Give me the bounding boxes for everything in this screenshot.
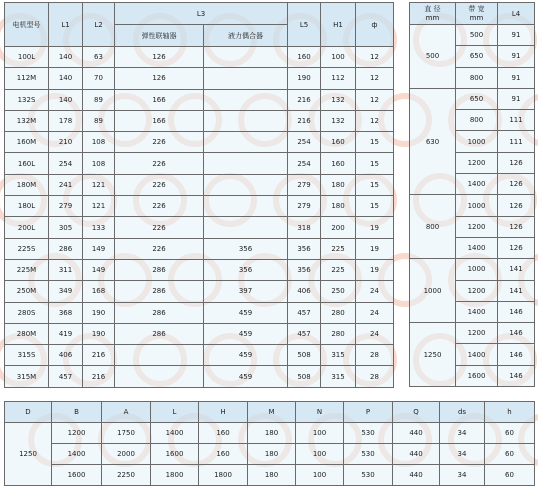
cell-phi: 15: [356, 174, 394, 195]
cell-h1: 180: [321, 196, 356, 217]
header-l5: L5: [288, 3, 321, 47]
cell-l1: 210: [49, 132, 83, 153]
cell-l3-fluid: 356: [204, 238, 288, 259]
cell-l3-elastic: 226: [115, 174, 204, 195]
table-row: [5, 465, 535, 486]
cell-phi: 24: [356, 323, 394, 344]
table-row: [5, 444, 535, 465]
cell-l5: 406: [288, 281, 321, 302]
cell-l4: 141: [498, 259, 535, 280]
cell-l3-elastic: 226: [115, 132, 204, 153]
cell-l3-fluid: 397: [204, 281, 288, 302]
cell-phi: 12: [356, 110, 394, 131]
cell-belt-width: 800: [456, 110, 498, 131]
cell-l3-fluid: [204, 132, 288, 153]
table-row: [5, 196, 394, 217]
cell-l2: 149: [83, 238, 115, 259]
cell-a: 1750: [102, 423, 151, 444]
cell-h-value: 60: [485, 444, 535, 465]
cell-model: 200L: [5, 217, 49, 238]
cell-phi: 15: [356, 132, 394, 153]
cell-h1: 160: [321, 153, 356, 174]
cell-l3-elastic: 126: [115, 47, 204, 68]
header-l1: L1: [49, 3, 83, 47]
cell-diameter: 630: [410, 88, 456, 194]
cell-l1: 254: [49, 153, 83, 174]
cell-l4: 91: [498, 46, 535, 67]
header-belt-width-unit: mm: [469, 13, 484, 22]
cell-phi: 19: [356, 259, 394, 280]
cell-l3-fluid: 459: [204, 345, 288, 366]
cell-l4: 141: [498, 280, 535, 301]
cell-h1: 315: [321, 345, 356, 366]
cell-h1: 250: [321, 281, 356, 302]
table-row: [5, 366, 394, 387]
cell-l5: 508: [288, 366, 321, 387]
cell-l3-fluid: 459: [204, 302, 288, 323]
cell-h1: 132: [321, 89, 356, 110]
cell-l1: 140: [49, 89, 83, 110]
cell-l3-elastic: [115, 345, 204, 366]
cell-l1: 349: [49, 281, 83, 302]
cell-a: 2250: [102, 465, 151, 486]
cell-l5: 279: [288, 196, 321, 217]
cell-l5: 457: [288, 302, 321, 323]
cell-l5: 254: [288, 132, 321, 153]
cell-q: 440: [393, 465, 440, 486]
cell-l5: 356: [288, 238, 321, 259]
cell-l3-fluid: [204, 174, 288, 195]
cell-h: 160: [199, 423, 248, 444]
cell-l3-elastic: 226: [115, 196, 204, 217]
cell-belt-width: 1400: [456, 301, 498, 322]
cell-l3-elastic: 226: [115, 217, 204, 238]
cell-l3-fluid: [204, 68, 288, 89]
cell-b: 1400: [52, 444, 102, 465]
cell-h1: 280: [321, 302, 356, 323]
header-l3: L3: [115, 3, 288, 25]
table-row: [5, 217, 394, 238]
cell-l3-elastic: 226: [115, 238, 204, 259]
table-row: [5, 153, 394, 174]
cell-belt-width: 1400: [456, 344, 498, 365]
table-row: [5, 259, 394, 280]
header-l: L: [151, 402, 199, 423]
cell-l3-fluid: [204, 153, 288, 174]
header-belt-width-label: 带 宽: [468, 4, 485, 13]
table-row: [5, 68, 394, 89]
cell-l3-fluid: [204, 47, 288, 68]
cell-l2: 133: [83, 217, 115, 238]
cell-l4: 146: [498, 323, 535, 344]
cell-model: 132S: [5, 89, 49, 110]
header-belt-width: [456, 3, 498, 25]
cell-a: 2000: [102, 444, 151, 465]
header-h: H: [199, 402, 248, 423]
cell-m: 180: [248, 465, 296, 486]
cell-l3-fluid: 459: [204, 323, 288, 344]
cell-h1: 132: [321, 110, 356, 131]
cell-model: 315S: [5, 345, 49, 366]
cell-model: 225S: [5, 238, 49, 259]
cell-belt-width: 1600: [456, 365, 498, 386]
cell-l4: 126: [498, 216, 535, 237]
cell-diameter: 1000: [410, 259, 456, 323]
cell-l5: 457: [288, 323, 321, 344]
cell-phi: 28: [356, 345, 394, 366]
header-d: D: [5, 402, 52, 423]
cell-l1: 178: [49, 110, 83, 131]
cell-belt-width: 800: [456, 67, 498, 88]
cell-p: 530: [344, 465, 393, 486]
cell-belt-width: 500: [456, 25, 498, 46]
cell-l5: 160: [288, 47, 321, 68]
cell-l: 1400: [151, 423, 199, 444]
cell-l1: 457: [49, 366, 83, 387]
cell-phi: 12: [356, 68, 394, 89]
cell-l2: 216: [83, 345, 115, 366]
table-row: [410, 323, 535, 344]
cell-phi: 19: [356, 238, 394, 259]
cell-h1: 315: [321, 366, 356, 387]
cell-belt-width: 1000: [456, 195, 498, 216]
header-diameter: [410, 3, 456, 25]
table-row: [5, 238, 394, 259]
cell-l3-elastic: 126: [115, 68, 204, 89]
cell-b: 1600: [52, 465, 102, 486]
table-row: [5, 323, 394, 344]
cell-l3-fluid: 459: [204, 366, 288, 387]
cell-l3-elastic: 286: [115, 302, 204, 323]
cell-belt-width: 1200: [456, 152, 498, 173]
cell-belt-width: 650: [456, 88, 498, 109]
cell-model: 180M: [5, 174, 49, 195]
cell-belt-width: 1000: [456, 259, 498, 280]
cell-ds: 34: [440, 465, 485, 486]
table-row: [410, 88, 535, 109]
cell-n: 100: [296, 444, 344, 465]
cell-diameter: 800: [410, 195, 456, 259]
cell-l3-elastic: 166: [115, 110, 204, 131]
header-q: Q: [393, 402, 440, 423]
cell-l2: 70: [83, 68, 115, 89]
cell-q: 440: [393, 444, 440, 465]
cell-belt-width: 650: [456, 46, 498, 67]
cell-belt-width: 1400: [456, 174, 498, 195]
table-row: [5, 423, 535, 444]
frame-dimension-table: [4, 401, 535, 486]
cell-h1: 160: [321, 132, 356, 153]
table-row: [410, 195, 535, 216]
cell-h1: 225: [321, 238, 356, 259]
header-b: B: [52, 402, 102, 423]
cell-n: 100: [296, 465, 344, 486]
cell-l2: 108: [83, 153, 115, 174]
cell-belt-width: 1000: [456, 131, 498, 152]
cell-l3-fluid: [204, 110, 288, 131]
cell-l2: 216: [83, 366, 115, 387]
cell-l4: 111: [498, 110, 535, 131]
cell-l4: 91: [498, 88, 535, 109]
table-row: [5, 174, 394, 195]
cell-l3-fluid: [204, 89, 288, 110]
cell-phi: 28: [356, 366, 394, 387]
table-row: [5, 302, 394, 323]
cell-q: 440: [393, 423, 440, 444]
cell-l4: 91: [498, 25, 535, 46]
cell-l2: 190: [83, 302, 115, 323]
cell-l5: 216: [288, 110, 321, 131]
header-l3-fluid-coupling: 液力偶合器: [204, 25, 288, 47]
cell-l4: 111: [498, 131, 535, 152]
cell-h1: 200: [321, 217, 356, 238]
cell-ds: 34: [440, 423, 485, 444]
cell-l2: 108: [83, 132, 115, 153]
cell-l3-elastic: 166: [115, 89, 204, 110]
cell-model: 280M: [5, 323, 49, 344]
cell-l1: 368: [49, 302, 83, 323]
table-row: [5, 89, 394, 110]
cell-l3-elastic: 226: [115, 153, 204, 174]
cell-l1: 419: [49, 323, 83, 344]
header-n: N: [296, 402, 344, 423]
cell-l5: 216: [288, 89, 321, 110]
cell-l5: 318: [288, 217, 321, 238]
cell-p: 530: [344, 444, 393, 465]
cell-belt-width: 1200: [456, 280, 498, 301]
cell-l3-fluid: 356: [204, 259, 288, 280]
cell-l5: 356: [288, 259, 321, 280]
cell-model: 315M: [5, 366, 49, 387]
cell-l2: 63: [83, 47, 115, 68]
cell-l3-elastic: 286: [115, 281, 204, 302]
header-h: h: [485, 402, 535, 423]
cell-h-value: 60: [485, 423, 535, 444]
cell-h1: 280: [321, 323, 356, 344]
cell-l4: 91: [498, 67, 535, 88]
header-l4: L4: [498, 3, 535, 25]
cell-m: 180: [248, 444, 296, 465]
cell-phi: 12: [356, 47, 394, 68]
table-row: [5, 345, 394, 366]
cell-l2: 121: [83, 174, 115, 195]
cell-h: 1800: [199, 465, 248, 486]
cell-diameter: 500: [410, 25, 456, 89]
cell-model: 180L: [5, 196, 49, 217]
table-row: [410, 259, 535, 280]
cell-phi: 15: [356, 196, 394, 217]
cell-l5: 279: [288, 174, 321, 195]
motor-dimension-table: [4, 2, 394, 388]
cell-l5: 190: [288, 68, 321, 89]
cell-phi: 12: [356, 89, 394, 110]
cell-l3-elastic: [115, 366, 204, 387]
cell-ds: 34: [440, 444, 485, 465]
cell-l5: 254: [288, 153, 321, 174]
cell-h-value: 60: [485, 465, 535, 486]
cell-model: 250M: [5, 281, 49, 302]
cell-l4: 146: [498, 344, 535, 365]
cell-l1: 406: [49, 345, 83, 366]
cell-l2: 121: [83, 196, 115, 217]
cell-n: 100: [296, 423, 344, 444]
header-motor-model: 电机型号: [5, 3, 49, 47]
cell-l3-elastic: 286: [115, 323, 204, 344]
table-row: [5, 110, 394, 131]
cell-belt-width: 1200: [456, 323, 498, 344]
cell-l2: 190: [83, 323, 115, 344]
cell-h1: 100: [321, 47, 356, 68]
header-l3-elastic-coupling: 弹性联轴器: [115, 25, 204, 47]
cell-l4: 126: [498, 174, 535, 195]
table-row: [5, 132, 394, 153]
cell-l2: 149: [83, 259, 115, 280]
table-row: [410, 25, 535, 46]
cell-phi: 24: [356, 281, 394, 302]
cell-h1: 225: [321, 259, 356, 280]
cell-model: 280S: [5, 302, 49, 323]
cell-model: 100L: [5, 47, 49, 68]
header-l2: L2: [83, 3, 115, 47]
cell-l1: 279: [49, 196, 83, 217]
cell-l: 1600: [151, 444, 199, 465]
belt-width-table: [409, 2, 535, 387]
table-row: [5, 281, 394, 302]
header-diameter-unit: mm: [425, 13, 440, 22]
cell-l4: 126: [498, 152, 535, 173]
cell-l4: 126: [498, 195, 535, 216]
header-a: A: [102, 402, 151, 423]
cell-h: 160: [199, 444, 248, 465]
cell-l1: 241: [49, 174, 83, 195]
cell-p: 530: [344, 423, 393, 444]
cell-phi: 24: [356, 302, 394, 323]
cell-l2: 89: [83, 110, 115, 131]
cell-b: 1200: [52, 423, 102, 444]
cell-phi: 19: [356, 217, 394, 238]
cell-l3-fluid: [204, 196, 288, 217]
cell-l3-elastic: 286: [115, 259, 204, 280]
header-m: M: [248, 402, 296, 423]
cell-l4: 146: [498, 365, 535, 386]
cell-model: 132M: [5, 110, 49, 131]
cell-h1: 180: [321, 174, 356, 195]
cell-diameter: 1250: [410, 323, 456, 387]
cell-l2: 168: [83, 281, 115, 302]
cell-l4: 126: [498, 237, 535, 258]
cell-model: 160M: [5, 132, 49, 153]
cell-l5: 508: [288, 345, 321, 366]
cell-l1: 311: [49, 259, 83, 280]
header-h1: H1: [321, 3, 356, 47]
cell-model: 160L: [5, 153, 49, 174]
cell-model: 112M: [5, 68, 49, 89]
cell-l4: 146: [498, 301, 535, 322]
cell-belt-width: 1400: [456, 237, 498, 258]
header-p: P: [344, 402, 393, 423]
cell-belt-width: 1200: [456, 216, 498, 237]
header-phi: ф: [356, 3, 394, 47]
cell-l1: 305: [49, 217, 83, 238]
cell-l1: 140: [49, 68, 83, 89]
cell-l1: 140: [49, 47, 83, 68]
header-ds: ds: [440, 402, 485, 423]
cell-phi: 15: [356, 153, 394, 174]
cell-model: 225M: [5, 259, 49, 280]
cell-l: 1800: [151, 465, 199, 486]
cell-l3-fluid: [204, 217, 288, 238]
cell-h1: 112: [321, 68, 356, 89]
cell-l1: 286: [49, 238, 83, 259]
cell-m: 180: [248, 423, 296, 444]
table-row: [5, 47, 394, 68]
cell-d: 1250: [5, 423, 52, 486]
cell-l2: 89: [83, 89, 115, 110]
header-diameter-label: 直 径: [424, 4, 441, 13]
